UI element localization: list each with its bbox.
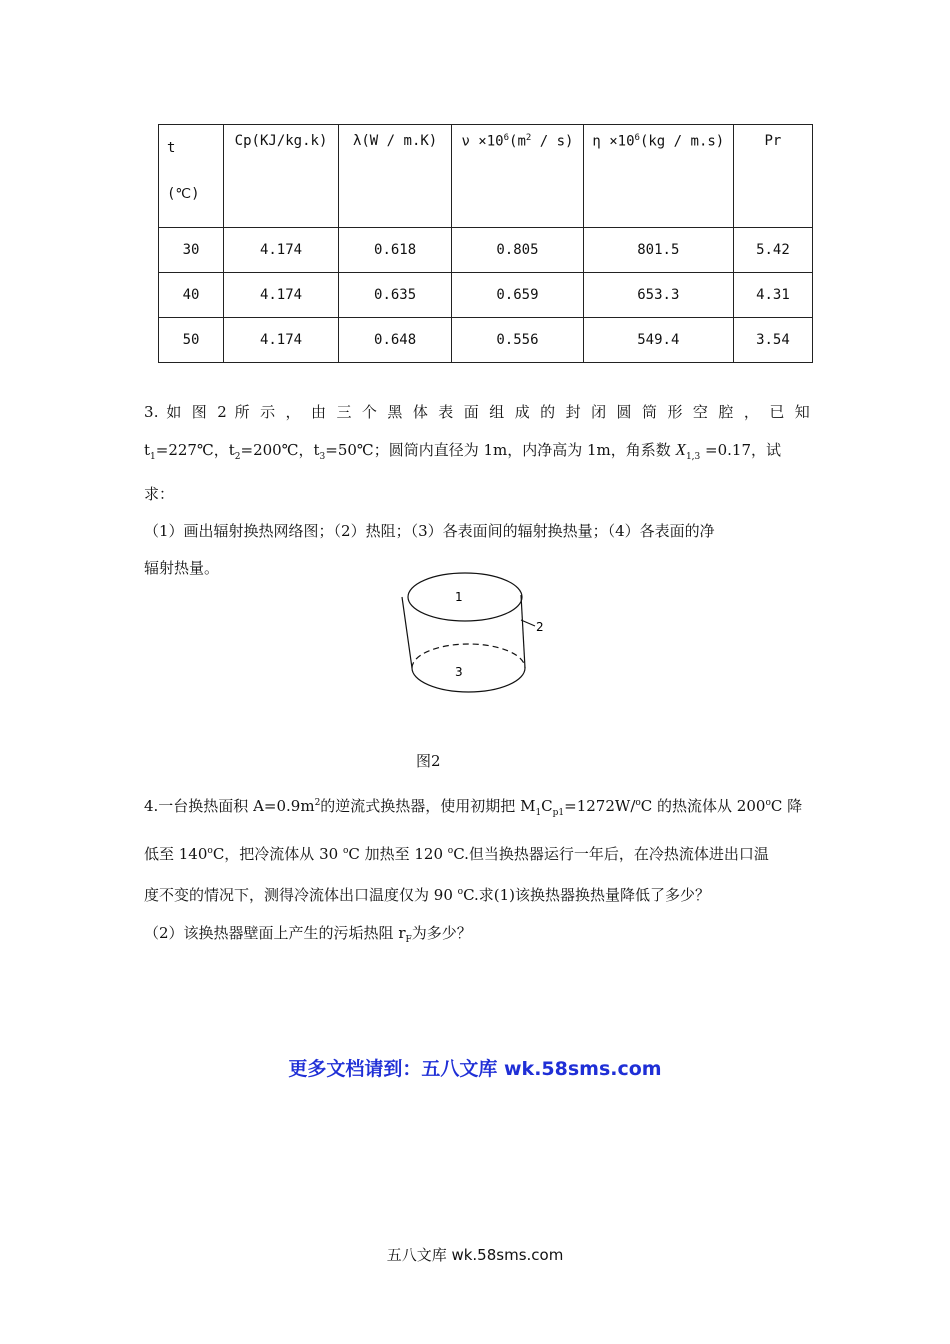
cell-pr: 4.31 bbox=[733, 273, 812, 318]
p4-l2-deg3: o bbox=[447, 846, 454, 856]
cell-cp: 4.174 bbox=[224, 228, 339, 273]
header-lambda: λ(W / m.K) bbox=[339, 125, 452, 228]
p4-l2-deg2: o bbox=[342, 846, 349, 856]
p4-l2a: 低至 140 bbox=[144, 845, 208, 863]
p4-l1a: 4.一台换热面积 A=0.9m bbox=[144, 797, 315, 815]
cylinder-left-edge bbox=[402, 597, 412, 668]
p4-l1-s1: 1 bbox=[535, 808, 542, 818]
header-nu-exp2: 2 bbox=[525, 133, 532, 143]
cylinder-right-edge bbox=[521, 595, 525, 668]
cell-cp: 4.174 bbox=[224, 318, 339, 363]
table-header-row bbox=[159, 125, 813, 228]
problem-3-line-2 bbox=[144, 431, 810, 513]
p3-view-factor-value: =0.17，试求： bbox=[144, 441, 782, 503]
table-row bbox=[159, 228, 813, 273]
header-cp: Cp(KJ/kg.k) bbox=[224, 125, 339, 228]
header-nu-exp: 6 bbox=[503, 133, 510, 143]
header-t-unit: (℃) bbox=[167, 186, 200, 202]
cell-eta: 549.4 bbox=[583, 318, 733, 363]
p3-t3-val: =50℃；圆筒内直径为 1m，内净高为 1m，角系数 bbox=[325, 441, 676, 459]
cell-lambda: 0.635 bbox=[339, 273, 452, 318]
problem-3 bbox=[144, 394, 810, 587]
p4-l2b: C，把冷流体从 30 bbox=[212, 845, 343, 863]
problem-4-line-2 bbox=[144, 832, 810, 873]
p3-view-factor-sub: 1,3 bbox=[685, 452, 701, 462]
cell-lambda: 0.618 bbox=[339, 228, 452, 273]
problem-4-line-4 bbox=[144, 914, 810, 959]
p4-l1-deg: o bbox=[635, 798, 641, 808]
p4-l4-sub: F bbox=[405, 935, 412, 945]
cell-t: 40 bbox=[159, 273, 224, 318]
p4-l1e: C 的热流体从 200 bbox=[640, 797, 766, 815]
table-row bbox=[159, 318, 813, 363]
p4-l1-sup: 2 bbox=[314, 798, 321, 808]
p3-t1-val: =227℃，t bbox=[155, 441, 235, 459]
p3-t-sub3: 3 bbox=[319, 452, 326, 462]
p4-l3-deg: o bbox=[457, 887, 464, 897]
cell-cp: 4.174 bbox=[224, 273, 339, 318]
cylinder-bottom-back bbox=[412, 644, 525, 668]
p4-l1-deg2: o bbox=[765, 798, 771, 808]
page-footer: 五八文库 wk.58sms.com bbox=[386, 1246, 564, 1264]
header-t bbox=[159, 125, 224, 228]
cell-pr: 3.54 bbox=[733, 318, 812, 363]
header-nu-pre: ν ×10 bbox=[461, 133, 504, 150]
cell-pr: 5.42 bbox=[733, 228, 812, 273]
p4-l4a: （2）该换热器壁面上产生的污垢热阻 r bbox=[144, 924, 406, 942]
p4-l1b: 的逆流式换热器，使用初期把 M bbox=[320, 797, 536, 815]
problem-4-line-3 bbox=[144, 873, 810, 914]
p3-t-sub2: 2 bbox=[234, 452, 241, 462]
cylinder-figure bbox=[395, 560, 555, 700]
cell-t: 50 bbox=[159, 318, 224, 363]
table-row bbox=[159, 273, 813, 318]
cell-nu: 0.805 bbox=[452, 228, 584, 273]
p4-l3b: C.求(1)该换热器换热量降低了多少？ bbox=[463, 886, 711, 904]
header-nu-end: / s) bbox=[531, 133, 574, 150]
promo-link[interactable]: 更多文档请到：五八文库 wk.58sms.com bbox=[288, 1058, 662, 1080]
surface-1-label: 1 bbox=[455, 590, 463, 604]
cell-eta: 653.3 bbox=[583, 273, 733, 318]
p4-l4b: 为多少？ bbox=[411, 924, 472, 942]
header-pr: Pr bbox=[733, 125, 812, 228]
p4-l1-s2: p1 bbox=[552, 808, 565, 818]
problem-4 bbox=[144, 784, 810, 959]
cylinder-bottom-front bbox=[412, 668, 525, 692]
p4-l2c: C 加热至 120 bbox=[348, 845, 448, 863]
p3-view-factor-symbol: X bbox=[675, 440, 686, 459]
problem-3-line-4: 辐射热量。 bbox=[144, 559, 220, 577]
problem-4-line-1 bbox=[144, 784, 810, 832]
cylinder-top-ellipse bbox=[408, 573, 522, 621]
p4-l1f: C 降 bbox=[770, 797, 803, 815]
cell-nu: 0.659 bbox=[452, 273, 584, 318]
cell-nu: 0.556 bbox=[452, 318, 584, 363]
cell-lambda: 0.648 bbox=[339, 318, 452, 363]
p4-l3a: 度不变的情况下，测得冷流体出口温度仅为 90 bbox=[144, 886, 458, 904]
surface-2-label: 2 bbox=[536, 620, 544, 634]
p4-l2d: C.但当换热器运行一年后，在冷热流体进出口温 bbox=[453, 845, 769, 863]
figure-caption: 图2 bbox=[416, 752, 441, 770]
header-eta-exp: 6 bbox=[634, 133, 640, 143]
header-nu-post: (m bbox=[509, 133, 526, 150]
cell-t: 30 bbox=[159, 228, 224, 273]
p3-t-sub1: 1 bbox=[150, 452, 156, 462]
p3-t2-val: =200℃，t bbox=[240, 441, 320, 459]
water-properties-table bbox=[158, 124, 813, 363]
problem-3-line-3: （1）画出辐射换热网络图；（2）热阻；（3）各表面间的辐射换热量；（4）各表面的净 bbox=[144, 522, 715, 540]
p4-l2-deg: o bbox=[207, 846, 213, 856]
cell-eta: 801.5 bbox=[583, 228, 733, 273]
surface-3-label: 3 bbox=[455, 665, 463, 679]
p3-t: t bbox=[144, 441, 151, 459]
header-eta-post: (kg / m.s) bbox=[639, 133, 725, 150]
p4-l1d: =1272W/ bbox=[564, 797, 636, 815]
header-nu bbox=[452, 125, 584, 228]
header-eta-pre: η ×10 bbox=[592, 133, 635, 150]
p4-l1c: C bbox=[541, 797, 553, 815]
problem-3-line-1: 3. 如 图 2 所 示 ， 由 三 个 黑 体 表 面 组 成 的 封 闭 圆 筒 形 空 腔 ， 已 知 bbox=[144, 403, 810, 421]
header-eta bbox=[583, 125, 733, 228]
header-t-label: t bbox=[167, 140, 176, 156]
